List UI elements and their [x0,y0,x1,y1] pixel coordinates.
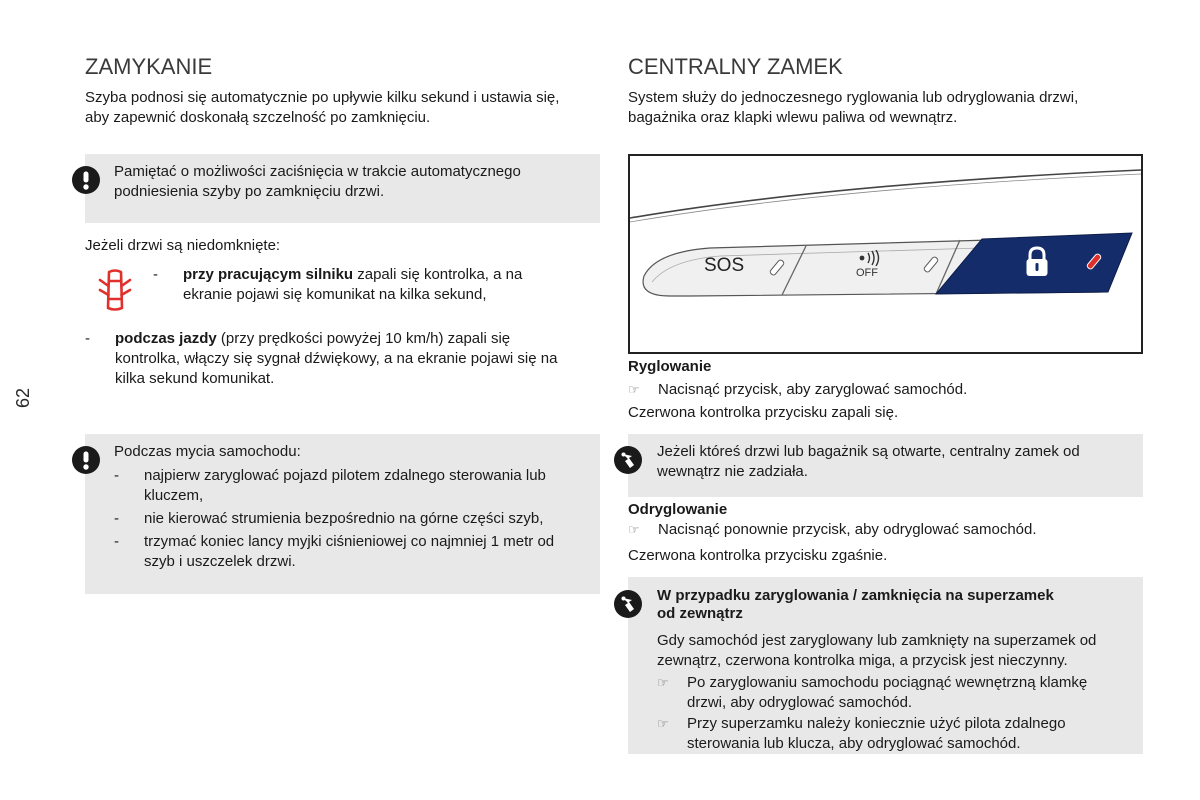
pointing-hand-icon: ☞ [628,382,640,397]
hand-pointer-circle-icon [614,446,642,474]
sound-waves-icon [856,250,886,266]
warning1-line2: podniesienia szyby po zamknięciu drzwi. [114,183,385,200]
central-intro-line1: System służy do jednoczesnego ryglowania lub odryglowania drzwi, [628,89,1079,106]
section-title-closing: ZAMYKANIE [85,54,213,79]
bullet2-line3: kilka sekund komunikat. [115,370,275,387]
sos-button-label: SOS [704,255,745,276]
warning2-item1-line2: kluczem, [144,487,204,504]
bullet-dash: - [114,467,119,484]
pointing-hand-icon: ☞ [657,675,669,690]
pointing-hand-icon: ☞ [628,522,640,537]
bullet-dash: - [85,330,90,347]
padlock-icon [1024,246,1050,278]
car-door-open-icon [96,268,134,312]
bullet1-bold: przy pracującym silniku [183,266,354,283]
section-title-central-lock: CENTRALNY ZAMEK [628,54,843,79]
list-item-wash-1 [114,466,546,486]
control-panel-illustration [628,154,1143,354]
info2-text-line1: Gdy samochód jest zaryglowany lub zamknięty na superzamek od [657,632,1097,649]
unlock-step [628,520,1037,540]
pointing-hand-icon: ☞ [657,716,669,731]
exclamation-circle-icon [72,446,100,474]
list-item-superlock-1 [657,673,1087,693]
bullet-dash: - [114,533,119,550]
hand-pointer-circle-icon [614,590,642,618]
bullet2-text: (przy prędkości powyżej 10 km/h) zapali się [216,330,511,347]
lock-note: Czerwona kontrolka przycisku zapali się. [628,404,899,421]
info2-item1-line2: drzwi, aby odryglować samochód. [687,694,913,711]
door-open-intro: Jeżeli drzwi są niedomknięte: [85,237,281,254]
info2-heading-line2: od zewnątrz [657,605,743,622]
info2-item2-line1: Przy superzamku należy koniecznie użyć pilota zdalnego [687,715,1066,732]
list-item-wash-3 [114,532,554,552]
exclamation-circle-icon [72,166,100,194]
info2-item2-line2: sterowania lub klucza, aby odryglować samochód. [687,735,1021,752]
warning2-item3-line1: trzymać koniec lancy myjki ciśnieniowej co najmniej 1 metr od [144,533,555,550]
unlock-heading: Odryglowanie [628,501,728,518]
closing-intro-line2: aby zapewnić doskonałą szczelność po zamknięciu. [85,109,431,126]
bullet-dash: - [114,510,119,527]
bullet2-line2: kontrolka, włączy się sygnał dźwiękowy, a na ekranie pojawi się na [115,350,558,367]
list-item-wash-2 [114,509,543,529]
unlock-note: Czerwona kontrolka przycisku zgaśnie. [628,547,888,564]
lock-step-text: Nacisnąć przycisk, aby zaryglować samochód. [658,381,968,398]
page-number: 62 [13,387,33,409]
info2-item1-line1: Po zaryglowaniu samochodu pociągnąć wewnętrzną klamkę [687,674,1088,691]
warning1-line1: Pamiętać o możliwości zaciśnięcia w trakcie automatycznego [114,163,521,180]
info1-line2: wewnątrz nie zadziała. [657,463,808,480]
warning2-item2: nie kierować strumienia bezpośrednio na górne części szyb, [144,510,544,527]
lock-step [628,380,967,400]
bullet-dash: - [153,266,158,283]
lock-heading: Ryglowanie [628,358,712,375]
warning2-item3-line2: szyb i uszczelek drzwi. [144,553,296,570]
info2-heading-line1: W przypadku zaryglowania / zamknięcia na superzamek [657,587,1054,604]
bullet1-text: zapali się kontrolka, a na [353,266,523,283]
closing-intro-line1: Szyba podnosi się automatycznie po upływie kilku sekund i ustawia się, [85,89,560,106]
list-item-driving [85,329,510,349]
list-item-engine-running [153,265,522,285]
off-button-label: OFF [856,267,878,279]
info1-line1: Jeżeli któreś drzwi lub bagażnik są otwarte, centralny zamek od [657,443,1080,460]
warning2-intro: Podczas mycia samochodu: [114,443,301,460]
bullet2-bold: podczas jazdy [115,330,217,347]
bullet1-line2: ekranie pojawi się komunikat na kilka sekund, [183,286,487,303]
list-item-superlock-2 [657,714,1066,734]
warning2-item1-line1: najpierw zaryglować pojazd pilotem zdalnego sterowania lub [144,467,546,484]
info2-text-line2: zewnątrz, czerwona kontrolka miga, a przycisk jest nieczynny. [657,652,1068,669]
central-intro-line2: bagażnika oraz klapki wlewu paliwa od wewnątrz. [628,109,958,126]
unlock-step-text: Nacisnąć ponownie przycisk, aby odryglować samochód. [658,521,1037,538]
